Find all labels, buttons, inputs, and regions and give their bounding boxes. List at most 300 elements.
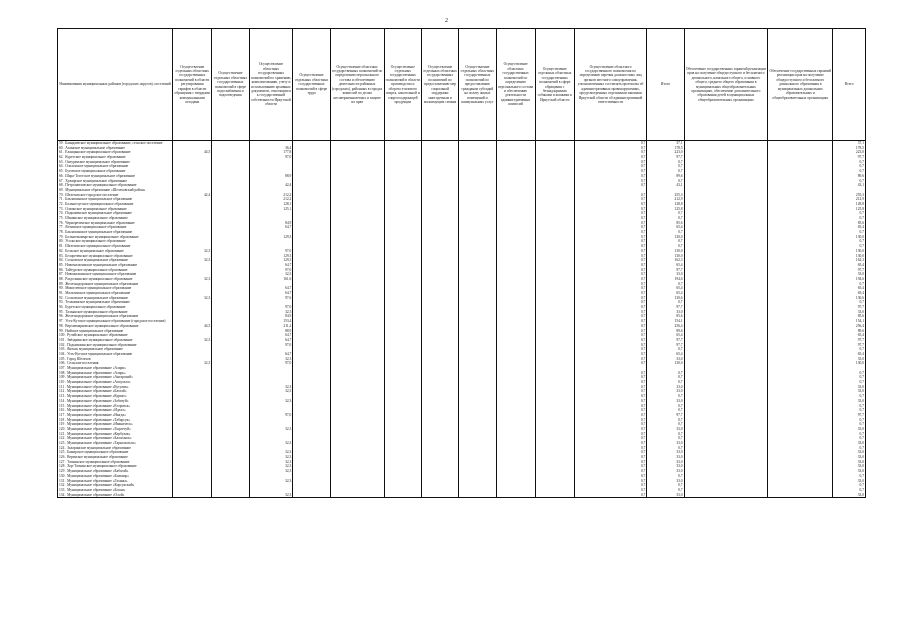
table-cell: 65,4 [647, 225, 684, 230]
table-cell: 32,3 [250, 460, 294, 465]
table-cell: 0,7 [575, 469, 648, 474]
table-cell: 0,7 [575, 441, 648, 446]
table-cell: 0,7 [647, 164, 684, 169]
table-cell: 33,0 [857, 455, 864, 460]
table-cell: 0,7 [575, 193, 648, 198]
table-cell: 97,7 [857, 337, 864, 342]
table-cell: 65,4 [647, 352, 684, 357]
row-label: 131 . Муниципальное образование «Гаханы» [58, 479, 173, 484]
table-cell: 223,0 [855, 150, 864, 155]
table-cell: 0,7 [575, 225, 648, 230]
table-cell: 0,7 [575, 371, 648, 376]
table-cell: 33,0 [647, 385, 684, 390]
table-cell: 0,7 [575, 235, 648, 240]
table-cell: 32,3 [173, 361, 212, 366]
row-label: 116 . Муниципальное образование «Идеал» [58, 408, 173, 413]
row-label: 129 . Муниципальное образование «Бабагай» [58, 469, 173, 474]
row-label: 107 . Муниципальное образование «Алари» [58, 366, 173, 371]
table-cell: 154,1 [647, 319, 684, 324]
row-label: 79 . Большемамырское муниципальное образование [58, 235, 173, 240]
row-label: 113 . Муниципальное образование «Куркат» [58, 394, 173, 399]
table-body [58, 141, 865, 497]
table-cell: 0,7 [859, 239, 864, 244]
table-cell: 0,7 [647, 394, 684, 399]
table-cell: 43,1 [647, 183, 684, 188]
column-header: Осуществление отдельных областных государственных полномочий в сфере обращения с безнадзорными собаками и кошками в Иркутской области [536, 29, 575, 140]
table-cell: 0,7 [859, 380, 864, 385]
table-cell: 256,4 [855, 323, 864, 328]
table-cell: 130,0 [855, 234, 864, 239]
table-cell: 33,0 [647, 455, 684, 460]
table-cell: 36,4 [250, 146, 294, 151]
table-cell: 0,7 [575, 460, 648, 465]
row-label: 70 . Шелеховское городское поселение [58, 193, 173, 198]
table-cell: 32,3 [250, 455, 294, 460]
table-cell [385, 493, 422, 498]
table-cell: 0,7 [859, 375, 864, 380]
table-cell: 65,4 [647, 333, 684, 338]
row-label: 62 . Куретское муниципальное образование [58, 155, 173, 160]
row-label: 77 . Ялтинское муниципальное образование [58, 225, 173, 230]
row-label: 132 . Муниципальное образование «Корсукский» [58, 483, 173, 488]
row-label: 111 . Муниципальное образование «Кутулик» [58, 385, 173, 390]
table-cell: 161,6 [250, 277, 294, 282]
row-label: 101 . Звёзднинское муниципальное образование [58, 338, 173, 343]
row-label: 133 . Муниципальное образование «Бохан» [58, 488, 173, 493]
table-cell: 211,2 [250, 324, 294, 329]
table-cell: 0,7 [575, 291, 648, 296]
table-cell: 33,0 [647, 272, 684, 277]
row-label: 121 . Муниципальное образование «Кербулак» [58, 432, 173, 437]
column-header: Осуществление отдельных областных государственных полномочий в сфере труда [293, 29, 330, 140]
row-label: 103 . Янталь муниципальное образование [58, 347, 173, 352]
row-label: 104 . Усть-Кутское муниципальное образование [58, 352, 173, 357]
row-label: 102 . Подымахинское муниципальное образование [58, 343, 173, 348]
table-cell: 97,0 [250, 155, 294, 160]
row-label: 80 . Усольское муниципальное образование [58, 239, 173, 244]
table-cell: 0,7 [647, 418, 684, 423]
table-cell: 33,0 [647, 389, 684, 394]
table-cell: 33,0 [647, 464, 684, 469]
table-cell: 0,7 [575, 474, 648, 479]
table-cell: 33,0 [857, 384, 864, 389]
row-label: 85 . Новомальтинское муниципальное образование [58, 263, 173, 268]
row-label: 59 . Баяндаевское муниципальное образование, сельское поселение [58, 141, 173, 146]
table-cell: 0,7 [575, 174, 648, 179]
table-cell: 0,7 [859, 422, 864, 427]
table-cell: 0,7 [575, 155, 648, 160]
table-cell: 33,0 [647, 399, 684, 404]
table-cell: 97,7 [857, 412, 864, 417]
table-cell: 0,7 [575, 244, 648, 249]
table-header [58, 29, 865, 141]
table-cell: 97,7 [647, 343, 684, 348]
table-cell [459, 493, 496, 498]
table-cell [173, 493, 212, 498]
table-cell: 33,0 [857, 309, 864, 314]
table-cell: 0,7 [575, 333, 648, 338]
table-cell: 0,7 [575, 254, 648, 259]
table-cell: 32,3 [173, 296, 212, 301]
row-label: 88 . Раздольинское муниципальное образование [58, 277, 173, 282]
table-cell: 33,0 [857, 426, 864, 431]
row-label: 94 . Буретское муниципальное образование [58, 305, 173, 310]
table-cell: 0,7 [575, 216, 648, 221]
table-cell: 0,7 [575, 324, 648, 329]
column-header: Осуществление отдельных государственных полномочий в области производства и оборота этилового спирта, алкогольной и спиртосодержащей продукции [385, 29, 422, 140]
table-cell: 130,0 [647, 254, 684, 259]
table-cell: 0,7 [575, 300, 648, 305]
table-cell: 0,7 [575, 329, 648, 334]
table-cell: 0,7 [575, 455, 648, 460]
table-cell: 97,7 [857, 267, 864, 272]
table-cell: 0,7 [575, 141, 648, 146]
table-cell: 0,7 [859, 487, 864, 492]
table-cell: 65,4 [857, 262, 864, 267]
table-cell: 33,0 [857, 450, 864, 455]
table-cell: 33,0 [857, 459, 864, 464]
row-label: 117 . Муниципальное образование «Ныгда» [58, 413, 173, 418]
table-cell: 0,7 [575, 352, 648, 357]
row-label: 95 . Тальянское муниципальное образование [58, 310, 173, 315]
table-cell: 33,0 [647, 310, 684, 315]
table-cell: 0,7 [575, 211, 648, 216]
table-cell: 0,7 [575, 464, 648, 469]
column-header: Осуществление отдельных областных государственных полномочий в области регулирования тарифов в области обращения с твердыми коммунальными отходами [173, 29, 212, 140]
table-cell: 0,7 [647, 239, 684, 244]
table-cell: 32,3 [250, 357, 294, 362]
table-cell: 130,0 [647, 235, 684, 240]
table-cell: 32,3 [250, 464, 294, 469]
table-cell: 0,7 [859, 244, 864, 249]
row-label: 67 . Хужирское муниципальное образование [58, 179, 173, 184]
row-label: 72 . Большелугское муниципальное образование [58, 202, 173, 207]
table-cell: 33,0 [647, 493, 684, 498]
table-cell: 162,3 [647, 258, 684, 263]
table-cell: 32,3 [173, 258, 212, 263]
table-cell: 128,1 [250, 202, 294, 207]
table-cell: 97,7 [647, 413, 684, 418]
table-cell: 256,4 [647, 324, 684, 329]
column-header: Осуществление областных государственных полномочий по хранению, комплектованию, учету и использованию архивных документов, относящихся к государственной собственности Иркутской области [250, 29, 294, 140]
table-cell [422, 493, 459, 498]
table-cell: 0,7 [575, 202, 648, 207]
table-cell: 0,7 [575, 380, 648, 385]
table-cell: 0,7 [859, 230, 864, 235]
table-cell: 65,4 [857, 351, 864, 356]
table-cell [497, 493, 536, 498]
table-cell: 32,3 [250, 450, 294, 455]
table-cell: 33,0 [647, 441, 684, 446]
table-cell: 33,0 [857, 478, 864, 483]
table-cell: 255,3 [855, 192, 864, 197]
row-label: 118 . Муниципальное образование «Табарсук» [58, 418, 173, 423]
column-header: Осуществление отдельных областных государственных полномочий в сфере водоснабжения и водоотведения [212, 29, 249, 140]
table-cell: 0,7 [575, 418, 648, 423]
table-cell: 0,7 [647, 169, 684, 174]
table-cell: 130,6 [647, 296, 684, 301]
table-cell: 0,7 [575, 483, 648, 488]
table-cell: 0,7 [647, 211, 684, 216]
table-cell: 0,7 [575, 146, 648, 151]
table-cell: 0,7 [859, 473, 864, 478]
table-cell: 97,0 [250, 361, 294, 366]
table-cell: 0,7 [647, 446, 684, 451]
row-label: 128 . Хор-Тагнинское муниципальное образование [58, 464, 173, 469]
row-label: 73 . Олхинское муниципальное образование [58, 207, 173, 212]
row-label: 61 . Еланцынское муниципальное образование [58, 150, 173, 155]
table-cell: 0,7 [647, 432, 684, 437]
table-cell: 32,3 [250, 399, 294, 404]
table-cell: 130,0 [855, 361, 864, 366]
table-cell: 212,9 [647, 197, 684, 202]
table-cell: 212,9 [855, 197, 864, 202]
row-label: 90 . Мишелевское муниципальное образование [58, 286, 173, 291]
table-cell: 154,1 [855, 319, 864, 324]
table-cell: 97,0 [250, 413, 294, 418]
table-cell: 33,0 [857, 272, 864, 277]
row-label: 65 . Буговское муниципальное образование [58, 169, 173, 174]
table-cell: 0,7 [647, 422, 684, 427]
table-cell: 0,7 [859, 417, 864, 422]
table-cell: 0,7 [575, 413, 648, 418]
table-cell: 128,8 [855, 201, 864, 206]
table-cell: 43,1 [857, 183, 864, 188]
table-cell: 64,7 [250, 291, 294, 296]
table-cell: 0,7 [575, 343, 648, 348]
table-cell: 65,4 [857, 333, 864, 338]
table-cell: 0,7 [575, 399, 648, 404]
row-label: 130 . Муниципальное образование «Бильчир» [58, 474, 173, 479]
row-label: 63 . Онгуренское муниципальное образование [58, 160, 173, 165]
table-cell: 64,7 [250, 263, 294, 268]
table-cell: 44,5 [173, 150, 212, 155]
table-cell: 194,6 [855, 276, 864, 281]
table-cell: 85,6 [857, 314, 864, 319]
table-cell: 0,7 [575, 314, 648, 319]
table-cell: 97,7 [857, 305, 864, 310]
row-label: 78 . Баклашинское муниципальное образование [58, 230, 173, 235]
table-cell: 64,7 [250, 286, 294, 291]
table-cell: 0,7 [575, 450, 648, 455]
table-cell: 0,7 [647, 436, 684, 441]
table-cell: 97,7 [857, 342, 864, 347]
table-cell: 0,7 [859, 370, 864, 375]
table-cell: 0,7 [647, 282, 684, 287]
table-cell [212, 493, 249, 498]
row-label: 114 . Муниципальное образование «Забитуй» [58, 399, 173, 404]
row-label: 125 . Бажирское муниципальное образование [58, 450, 173, 455]
column-header: Осуществление областных государственных полномочий по определению персонального состава и обеспечению деятельности административных комиссий [497, 29, 536, 140]
row-label: 89 . Железнодорожное муниципальное образование [58, 282, 173, 287]
table-cell: 97,0 [250, 343, 294, 348]
table-cell: 125,8 [647, 207, 684, 212]
table-cell [768, 493, 833, 498]
table-cell: 32,3 [173, 338, 212, 343]
table-cell: 0,7 [647, 474, 684, 479]
column-header: Осуществление областного государственного полномочия по определению перечня должностных лиц органов местного самоуправления, уполномоченных составлять протоколы об административных правонарушениях, предусмотренных отдельными законами Иркутской области об административной ответственности [575, 29, 648, 140]
table-cell: 42,4 [250, 183, 294, 188]
table-cell: 89,6 [647, 174, 684, 179]
table-cell: 0,7 [647, 160, 684, 165]
table-cell: 0,7 [575, 272, 648, 277]
row-label: 91 . Мальтинское муниципальное образование [58, 291, 173, 296]
table-cell: 177,8 [250, 150, 294, 155]
table-cell: 0,7 [575, 230, 648, 235]
table-cell: 97,6 [250, 296, 294, 301]
table-cell: 0,7 [575, 436, 648, 441]
table-cell: 0,7 [575, 488, 648, 493]
table-cell: 89,6 [647, 329, 684, 334]
subventions-table [57, 28, 866, 498]
table-cell: 32,3 [250, 385, 294, 390]
table-cell: 0,7 [859, 431, 864, 436]
column-header: Обеспечение государственных гарантий реализации прав на получение общедоступного и бесплатного дошкольного, начального общего, основного общего, среднего общего образования в муниципальных общеобразовательных организациях, обеспечение дополнительного образования детей в муниципальных общеобразовательных организациях [685, 29, 769, 140]
table-cell: 0,7 [859, 436, 864, 441]
table-cell: 32,3 [250, 493, 294, 498]
table-cell: 32,3 [250, 389, 294, 394]
table-cell: 32,3 [250, 469, 294, 474]
table-cell: 125,8 [855, 206, 864, 211]
table-cell: 37,1 [857, 141, 864, 145]
table-cell: 125,1 [250, 207, 294, 212]
table-cell: 0,7 [647, 375, 684, 380]
table-cell: 33,0 [857, 492, 864, 497]
table-cell: 32,3 [250, 479, 294, 484]
row-label: 122 . Муниципальное образование «Балаганск» [58, 436, 173, 441]
table-cell: 97,0 [250, 305, 294, 310]
table-cell: 0,7 [859, 445, 864, 450]
table-cell: 32,3 [173, 277, 212, 282]
table-cell: 64,7 [250, 352, 294, 357]
table-cell: 33,0 [857, 356, 864, 361]
table-cell: 42,4 [173, 193, 212, 198]
row-label: 69 . Муниципальное образование «Шелеховский район» [58, 188, 173, 193]
table-cell: 0,7 [575, 207, 648, 212]
table-cell: 153,4 [250, 319, 294, 324]
table-cell: 0,7 [575, 258, 648, 263]
table-cell: 97,7 [647, 268, 684, 273]
table-cell: 130,0 [855, 248, 864, 253]
table-cell: 130,0 [855, 253, 864, 258]
table-cell: 255,3 [647, 193, 684, 198]
table-cell: 0,7 [859, 403, 864, 408]
table-cell: 84,9 [250, 221, 294, 226]
table-cell: 0,7 [859, 164, 864, 169]
table-cell: 0,7 [859, 408, 864, 413]
table-cell: 130,0 [647, 361, 684, 366]
row-label: 74 . Подкаменское муниципальное образование [58, 211, 173, 216]
row-label: 87 . Новожилкинское муниципальное образование [58, 272, 173, 277]
column-header: Наименования муниципальных районов (городских округов), поселений [58, 29, 173, 140]
table-cell: 0,7 [575, 479, 648, 484]
table-cell: 32,3 [250, 441, 294, 446]
table-cell: 0,7 [575, 338, 648, 343]
table-cell: 129,3 [250, 258, 294, 263]
table-cell: 0,7 [575, 422, 648, 427]
row-label: 127 . Тагнинское муниципальное образование [58, 460, 173, 465]
row-label: 124 . Заларинское муниципальное образование [58, 446, 173, 451]
table-cell: 64,7 [250, 338, 294, 343]
table-cell: 37,1 [647, 141, 684, 146]
table-cell: 97,0 [250, 268, 294, 273]
table-cell: 0,7 [575, 286, 648, 291]
table-cell: 33,0 [647, 460, 684, 465]
column-header: Осуществление отдельных областных государственных полномочий по предоставлению мер социальной поддержки многодетным и малоимущим семьям [422, 29, 459, 140]
table-cell: 65,4 [857, 291, 864, 295]
table-cell: 0,7 [859, 169, 864, 174]
table-cell: 0,7 [575, 375, 648, 380]
row-label: 64 . Ольхонское муниципальное образование [58, 164, 173, 169]
row-label: 112 . Муниципальное образование «Бахтай» [58, 389, 173, 394]
table-cell: 0,7 [575, 183, 648, 188]
table-cell: 0,7 [575, 277, 648, 282]
table-cell: 32,3 [250, 272, 294, 277]
table-cell: 33,0 [857, 441, 864, 445]
table-cell: 33,0 [647, 357, 684, 362]
row-label: 71 . Баклашинское муниципальное образование [58, 197, 173, 202]
table-cell: 212,2 [250, 197, 294, 202]
table-cell: 0,7 [575, 319, 648, 324]
table-cell: 0,7 [575, 268, 648, 273]
table-cell: 88,9 [250, 329, 294, 334]
table-cell: 64,7 [250, 333, 294, 338]
table-cell: 0,7 [647, 483, 684, 488]
table-cell: 0,7 [575, 164, 648, 169]
column-header: Обеспечение государственных гарантий реализации прав на получение общедоступного и бесплатного дошкольного образования в муниципальных дошкольных образовательных и общеобразовательных организациях [768, 29, 833, 140]
row-label: 82 . Бельское муниципальное образование [58, 249, 173, 254]
row-label: 119 . Муниципальное образование «Иваническ» [58, 422, 173, 427]
column-header: Всего [844, 82, 854, 87]
table-cell: 0,7 [647, 244, 684, 249]
table-cell: 0,7 [575, 446, 648, 451]
column-header: Осуществление отдельных областных государственных полномочий по предоставлению гражданам субсидий на оплату жилых помещений и коммунальных услуг [459, 29, 496, 140]
row-label: 123 . Муниципальное образование «Тарнопольск» [58, 441, 173, 446]
table-cell: 0,7 [575, 221, 648, 226]
table-cell: 0,7 [575, 179, 648, 184]
table-cell: 97,7 [647, 305, 684, 310]
table-cell: 0,7 [575, 296, 648, 301]
row-label: 68 . Петропавловское муниципальное образование [58, 183, 173, 188]
table-cell: 97,7 [647, 338, 684, 343]
table-cell: 65,4 [647, 291, 684, 296]
row-label: 126 . Веренское муниципальное образование [58, 455, 173, 460]
table-cell: 33,0 [647, 469, 684, 474]
table-cell [331, 493, 385, 498]
page-number: 2 [445, 18, 448, 24]
table-cell: 0,7 [647, 380, 684, 385]
row-label: 76 . Чернореченское муниципальное образование [58, 221, 173, 226]
table-cell: 0,7 [859, 216, 864, 220]
table-cell: 128,8 [647, 202, 684, 207]
table-cell: 32,3 [250, 427, 294, 432]
table-cell: 0,7 [647, 347, 684, 352]
table-cell: 97,7 [647, 155, 684, 160]
row-label: 60 . Ахинское муниципальное образование [58, 146, 173, 151]
column-header: Осуществление областных государственных полномочий по определению персонального состава и обеспечению деятельности районных (городских), районных в городах комиссий по делам несовершеннолетних и защите их прав [331, 29, 385, 140]
table-cell: 65,4 [647, 286, 684, 291]
table-cell: 0,7 [647, 300, 684, 305]
table-cell: 33,0 [647, 427, 684, 432]
table-cell: 223,0 [647, 150, 684, 155]
row-label: 86 . Тайтурское муниципальное образование [58, 268, 173, 273]
table-cell: 65,4 [857, 225, 864, 230]
table-cell: 85,6 [857, 220, 864, 225]
row-label: 109 . Муниципальное образование «Ангарский» [58, 375, 173, 380]
table-cell: 0,7 [575, 404, 648, 409]
table-cell: 0,7 [647, 408, 684, 413]
table-cell: 65,4 [647, 263, 684, 268]
